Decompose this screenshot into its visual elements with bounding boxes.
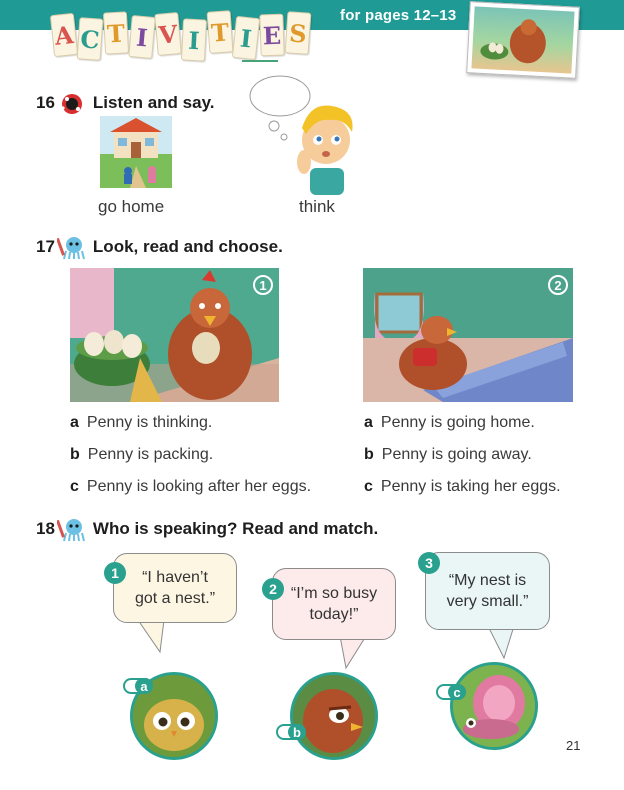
character-c-snail[interactable] [450,662,538,750]
title-letter: V [154,12,182,56]
panel-marker: 2 [548,275,568,295]
option-2a[interactable] [364,414,535,432]
character-b-hen[interactable] [290,672,378,760]
option-text: Penny is going home. [380,414,535,431]
answer-tag-c[interactable] [436,684,466,700]
bubble-2-line-1: “I’m so busy [290,585,378,602]
bubble-1-number: 1 [104,562,126,584]
bubble-3-line-2: very small.” [446,593,529,610]
go-home-picture [100,116,172,188]
exercise-instruction: Listen and say. [92,93,215,112]
bubble-3-tail [486,626,516,660]
page-number: 21 [566,738,581,753]
exercise-instruction: Look, read and choose. [92,237,283,256]
exercise-17-heading [36,234,283,260]
speech-bubble-3 [425,552,550,630]
speech-bubble-2 [272,568,396,640]
title-letter: E [259,14,284,57]
pages-label: for pages 12–13 [340,7,457,24]
read-icon [57,234,87,260]
option-letter: a [364,414,373,431]
title-letter: I [181,18,207,61]
bubble-3-number: 3 [418,552,440,574]
option-1a[interactable] [70,414,212,432]
exercise-number: 16 [36,93,55,112]
title-underline [242,60,278,62]
title-letter: C [77,17,104,61]
word-think: think [299,197,335,216]
option-1b[interactable] [70,446,213,464]
word-go-home: go home [98,197,165,216]
bubble-1-line-2: got a nest.” [134,590,216,607]
title-letter: A [50,13,78,57]
bubble-2-tail [338,636,368,670]
option-1c[interactable] [70,478,311,496]
option-letter: b [364,446,374,463]
panel-1-picture [70,268,279,402]
exercise-number: 17 [36,237,55,256]
title-letter: I [232,16,260,60]
answer-letter: a [135,678,153,694]
option-2b[interactable] [364,446,532,464]
option-text: Penny is looking after her eggs. [86,478,312,495]
speech-bubble-1 [113,553,237,623]
exercise-16-heading [36,90,214,116]
panel-2-picture [363,268,573,402]
option-2c[interactable] [364,478,561,496]
activities-title [52,10,310,58]
bubble-2-line-2: today!” [309,606,359,623]
exercise-number: 18 [36,519,55,538]
bubble-1-tail [136,620,166,654]
title-letter: T [207,10,234,54]
bubble-1-line-1: “I haven’t [142,569,208,586]
answer-tag-a[interactable] [123,678,153,694]
bubble-3-line-1: “My nest is [448,572,527,589]
option-text: Penny is taking her eggs. [380,478,561,495]
listen-icon [57,90,87,116]
title-letter: T [103,11,129,54]
title-letter: I [128,15,156,59]
bubble-2-number: 2 [262,578,284,600]
option-text: Penny is packing. [87,446,214,463]
read-icon [57,516,87,542]
title-letter: S [285,11,312,55]
panel-marker: 1 [253,275,273,295]
option-text: Penny is going away. [381,446,532,463]
option-letter: a [70,414,79,431]
option-text: Penny is thinking. [86,414,213,431]
option-letter: c [70,478,79,495]
answer-tag-b[interactable] [276,724,306,740]
answer-letter: b [288,724,306,740]
think-picture [240,70,370,195]
option-letter: b [70,446,80,463]
story-thumbnail [466,1,580,79]
option-letter: c [364,478,373,495]
exercise-18-heading [36,516,378,542]
answer-letter: c [448,684,466,700]
exercise-instruction: Who is speaking? Read and match. [92,519,379,538]
